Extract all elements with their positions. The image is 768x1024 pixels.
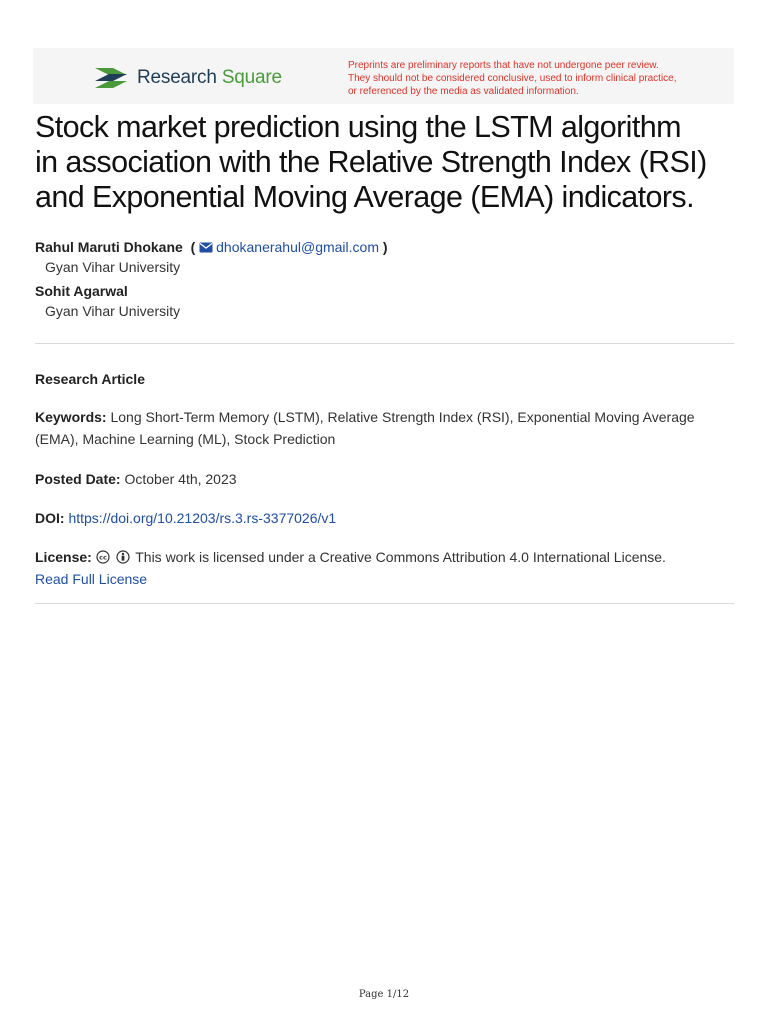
title-line: in association with the Relative Strength Index (RSI) xyxy=(35,145,707,179)
author-email: dhokanerahul@gmail.com xyxy=(216,239,379,255)
svg-text:cc: cc xyxy=(98,553,107,562)
author-name: Rahul Maruti Dhokane xyxy=(35,239,183,255)
keywords xyxy=(35,406,735,450)
disclaimer-line: or referenced by the media as validated information. xyxy=(348,86,579,97)
keywords-label: Keywords: xyxy=(35,409,107,425)
paper-title xyxy=(35,110,735,215)
cc-icon xyxy=(96,550,110,564)
license xyxy=(35,546,735,590)
license-label: License: xyxy=(35,549,92,565)
logo-text-research: Research xyxy=(137,67,217,88)
header-banner xyxy=(33,48,734,104)
section-divider xyxy=(35,603,734,604)
doi-label: DOI: xyxy=(35,510,65,526)
author-list xyxy=(35,238,735,326)
disclaimer-line: They should not be considered conclusive, used to inform clinical practice, xyxy=(348,73,677,84)
logo-wordmark xyxy=(137,67,282,89)
author-entry xyxy=(35,238,735,256)
author-entry xyxy=(35,282,735,300)
paren-close: ) xyxy=(382,239,388,255)
author-affiliation: Gyan Vihar University xyxy=(45,259,181,275)
read-full-license-link[interactable]: Read Full License xyxy=(35,571,148,587)
title-line: Stock market prediction using the LSTM algorithm xyxy=(35,110,681,144)
paren-open: ( xyxy=(186,239,196,255)
logo-text-square: Square xyxy=(221,67,282,88)
posted-date xyxy=(35,468,735,490)
author-affiliation: Gyan Vihar University xyxy=(45,303,181,319)
article-type-label: Research Article xyxy=(35,371,145,387)
disclaimer-line: Preprints are preliminary reports that have not undergone peer review. xyxy=(348,60,659,71)
preprint-disclaimer xyxy=(348,59,718,98)
doi xyxy=(35,507,735,529)
author-email-link[interactable] xyxy=(199,239,383,255)
research-square-logo-icon xyxy=(93,64,129,92)
article-type xyxy=(35,368,735,390)
doi-link[interactable]: https://doi.org/10.21203/rs.3.rs-3377026/v1 xyxy=(68,510,337,526)
license-text: This work is licensed under a Creative Commons Attribution 4.0 International License. xyxy=(135,549,666,565)
section-divider xyxy=(35,343,734,344)
attribution-icon xyxy=(116,550,130,564)
page-number: Page 1/12 xyxy=(358,989,410,1000)
envelope-icon xyxy=(199,242,213,253)
author-name: Sohit Agarwal xyxy=(35,283,128,299)
research-square-logo[interactable] xyxy=(93,64,282,92)
title-line: and Exponential Moving Average (EMA) indicators. xyxy=(35,180,694,214)
keywords-value: Long Short-Term Memory (LSTM), Relative Strength Index (RSI), Exponential Moving Average (EMA), Machine Learning (ML), Stock Prediction xyxy=(35,409,695,447)
posted-date-value: October 4th, 2023 xyxy=(124,471,237,487)
posted-date-label: Posted Date: xyxy=(35,471,121,487)
